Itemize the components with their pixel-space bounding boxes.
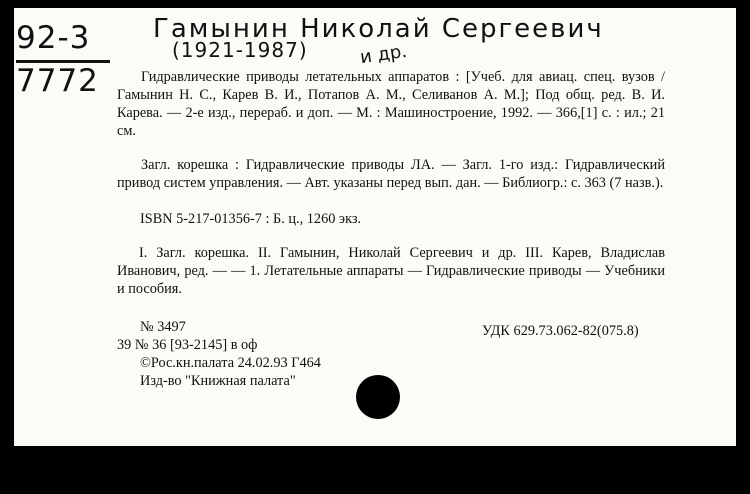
punch-hole	[356, 375, 400, 419]
bibliographic-notes: Загл. корешка : Гидравлические приводы ЛА. — Загл. 1-го изд.: Гидравлический привод систем управления. — Авт. указаны перед вып. дан. — Библиогр.: с. 363 (7 назв.).	[117, 157, 665, 191]
handwritten-et-al: и др.	[358, 40, 409, 69]
handwritten-author: Гамынин Николай Сергеевич	[153, 14, 604, 44]
isbn-line: ISBN 5-217-01356-7 : Б. ц., 1260 экз.	[140, 211, 362, 227]
call-number-top: 92-3	[16, 20, 91, 56]
copyright-line: ©Рос.кн.палата 24.02.93 Г464	[140, 355, 321, 371]
bibliographic-description: Гидравлические приводы летательных аппаратов : [Учеб. для авиац. спец. вузов / Гамынин Н. С., Карев В. И., Потапов А. М., Селиванов А. М.]; Под общ. ред. В. И. Карева. — 2-е изд., перераб. и доп. — М. : Машиностроение, 1992. — 366,[1] с. : ил.; 21 см.	[117, 69, 665, 139]
call-number-bottom: 7772	[16, 63, 99, 99]
publisher-line: Изд-во "Книжная палата"	[140, 373, 296, 389]
handwritten-years: (1921-1987)	[172, 38, 308, 62]
record-number: № 3497	[140, 319, 186, 335]
udc-code: УДК 629.73.062-82(075.8)	[482, 323, 639, 339]
tracings: I. Загл. корешка. II. Гамынин, Николай Сергеевич и др. III. Карев, Владислав Иванович, ред. — — 1. Летательные аппараты — Гидравлические приводы — Учебники и пособия.	[117, 245, 665, 297]
record-line-2: 39 № 36 [93-2145] в оф	[117, 337, 258, 353]
